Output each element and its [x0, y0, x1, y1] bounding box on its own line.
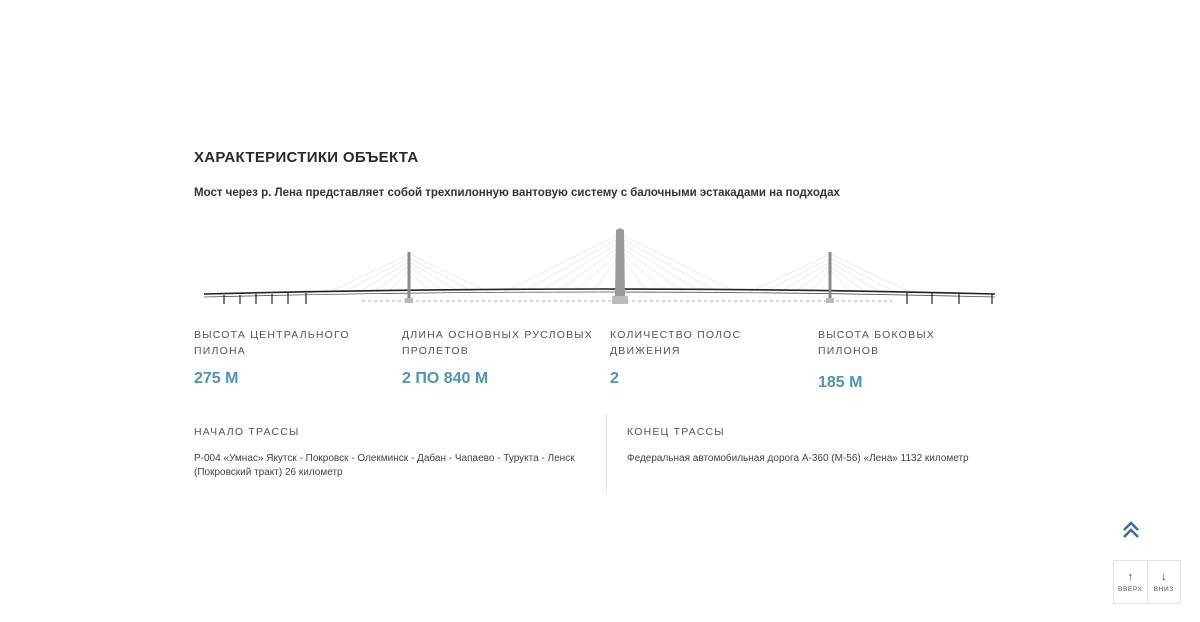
route-start-text: Р-004 «Умнас» Якутск - Покровск - Олекминск - Дабан - Чапаево - Турукта - Ленск (Покровский тракт) 26 километр	[194, 453, 575, 478]
page-nav-box	[1113, 560, 1181, 604]
stat-label: ВЫСОТА БОКОВЫХ ПИЛОНОВ	[818, 329, 936, 357]
stat-value: 275 М	[194, 370, 239, 387]
bridge-diagram	[202, 226, 997, 316]
stat-label: КОЛИЧЕСТВО ПОЛОС ДВИЖЕНИЯ	[610, 329, 742, 357]
stat-value: 2	[610, 370, 619, 387]
scroll-down-label: ВНИЗ	[1153, 585, 1174, 593]
route-start-label: НАЧАЛО ТРАССЫ	[194, 426, 300, 438]
route-end-text: Федеральная автомобильная дорога А-360 (М-56) «Лена» 1132 километр	[627, 453, 969, 464]
scroll-up-button[interactable]	[1114, 561, 1147, 603]
section-subtitle: Мост через р. Лена представляет собой трехпилонную вантовую систему с балочными эстакадами на подходах	[194, 187, 840, 199]
route-end	[627, 426, 999, 466]
route-divider	[606, 414, 607, 492]
stat-label: ДЛИНА ОСНОВНЫХ РУСЛОВЫХ ПРОЛЕТОВ	[402, 329, 593, 357]
arrow-up-icon: ↑	[1127, 570, 1133, 583]
bridge-deck	[204, 289, 995, 297]
double-chevron-up-icon[interactable]	[1119, 518, 1143, 542]
arrow-down-icon: ↓	[1161, 570, 1167, 583]
stat-lane-count	[610, 328, 805, 387]
stat-label: ВЫСОТА ЦЕНТРАЛЬНОГО ПИЛОНА	[194, 329, 350, 357]
stat-value: 2 ПО 840 М	[402, 370, 489, 387]
scroll-down-button[interactable]	[1147, 561, 1181, 603]
section-title: ХАРАКТЕРИСТИКИ ОБЪЕКТА	[194, 149, 419, 166]
stat-value: 185 М	[818, 374, 863, 391]
scroll-up-label: ВВЕРХ	[1118, 585, 1143, 593]
route-start	[194, 426, 584, 480]
route-end-label: КОНЕЦ ТРАССЫ	[627, 426, 725, 438]
stat-central-pylon-height	[194, 328, 389, 387]
stat-side-pylon-height	[818, 328, 999, 391]
stat-main-span-length	[402, 328, 597, 387]
